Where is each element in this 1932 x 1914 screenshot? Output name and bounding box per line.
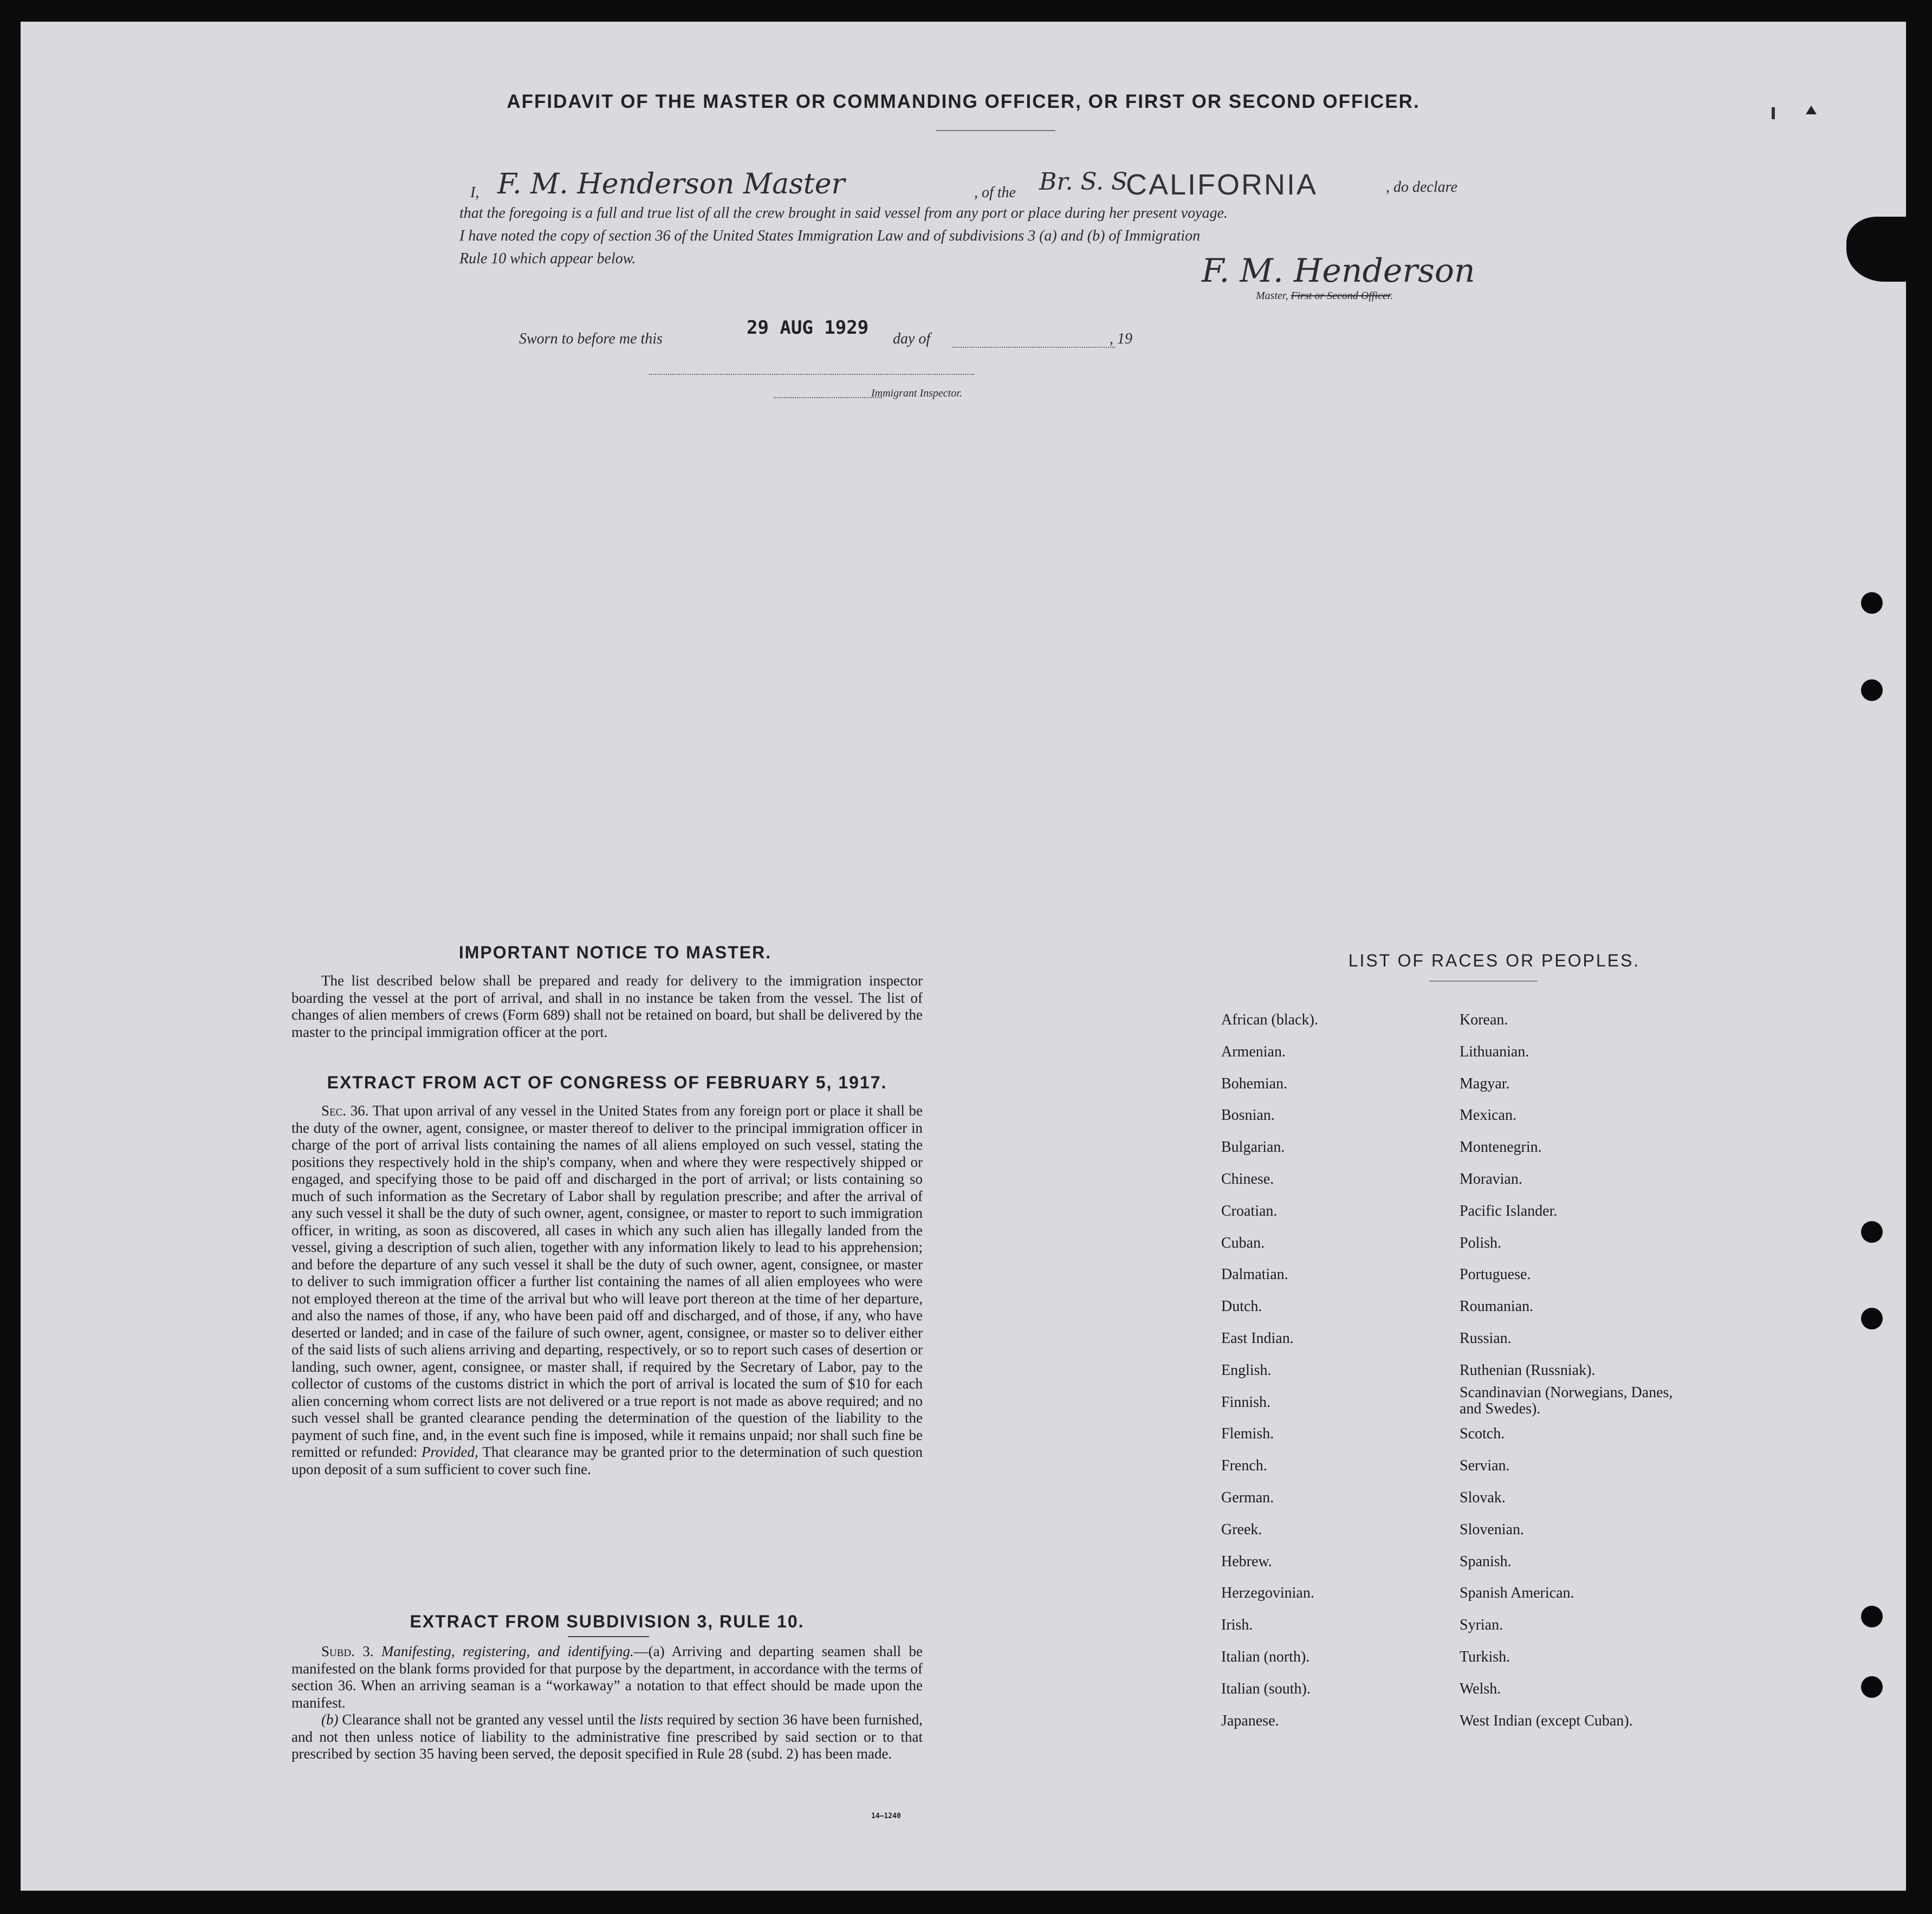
section-label: Sec. 36. [321, 1102, 369, 1119]
race-item: African (black). [1221, 1011, 1318, 1028]
race-item: French. [1221, 1457, 1267, 1475]
provided-word: Provided, [422, 1444, 478, 1460]
declaration-line-2: that the foregoing is a full and true list of all the crew brought in said vessel from any port or place during her present voyage. [459, 205, 1228, 222]
race-item: Slovenian. [1460, 1521, 1524, 1538]
notice-title: IMPORTANT NOTICE TO MASTER. [458, 943, 772, 962]
master-signature: F. M. Henderson [1202, 252, 1475, 290]
form-page [21, 22, 1906, 1891]
extract-rule-title: EXTRACT FROM SUBDIVISION 3, RULE 10. [410, 1612, 805, 1631]
part-b-post: required by section 36 have been furnished, and not then unless notice of liability to the administrative fine prescribed by said section or to that prescribed by section 35 having been served, the deposit specified in Rule 28 (subd. 2) has been made. [291, 1711, 923, 1762]
race-item: Japanese. [1221, 1712, 1279, 1729]
torn-edge-blot [1846, 217, 1906, 282]
day-of-text: day of [893, 330, 931, 347]
race-item: German. [1221, 1489, 1274, 1506]
vessel-name: CALIFORNIA [1126, 168, 1318, 201]
race-item: Magyar. [1460, 1075, 1510, 1092]
race-item: Croatian. [1221, 1202, 1278, 1219]
binder-hole [1861, 1221, 1883, 1243]
race-item: Cuban. [1221, 1234, 1265, 1251]
race-item: Chinese. [1221, 1171, 1274, 1188]
do-declare-text: , do declare [1386, 179, 1457, 196]
race-item: Russian. [1460, 1330, 1512, 1347]
race-item: Bohemian. [1221, 1075, 1288, 1092]
subd-label: Subd. 3. [321, 1643, 374, 1659]
section-text: That upon arrival of any vessel in the United States from any foreign port or place it shall be the duty of the owner, agent, consignee, or master thereof to deliver to the principal immigration officer in charge of the port of arrival lists containing the names of all aliens employed on such vessel, stating the positions they respectively hold in the ship's company, when and where they were respectively shipped or engaged, and specifying those to be paid off and discharged in the port of arrival; or lists containing so much of such information as the Secretary of Labor shall by regulation prescribe; and after the arrival of any such vessel it shall be the duty of such owner, agent, consignee, or master to report to such immigration officer, in writing, as soon as discovered, all cases in which any such alien has illegally landed from the vessel, giving a description of such alien, together with any information likely to lead to his apprehension; and before the departure of any such vessel it shall be the duty of such owner, agent, consignee, or master to deliver to such immigration officer a further list containing the names of all alien employees who were not employed thereon at the time of the arrival but who will leave port thereon at the time of her departure, and also the names of those, if any, who have been paid off and discharged, and of those, if any, who have deserted or landed; and in case of the failure of such owner, agent, consignee, or master so to deliver either of the said lists of such aliens arriving and departing, respectively, or so to report such cases of desertion or landing, such owner, agent, consignee, or master shall, if required by the Secretary of Labor, pay to the collector of customs of the customs district in which the port of arrival is located the sum of $10 for each alien concerning whom correct lists are not delivered or a true report is not made as above required; and no such vessel shall be granted clearance pending the determination of the question of the liability to the payment of such fine, and, in the event such fine is imposed, while it remains unpaid; nor shall such fine be remitted or refunded: [291, 1102, 923, 1460]
race-item: Syrian. [1460, 1617, 1503, 1634]
race-item: Irish. [1221, 1617, 1253, 1634]
affidavit-title: AFFIDAVIT OF THE MASTER OR COMMANDING OFFICER, OR FIRST OR SECOND OFFICER. [507, 91, 1420, 112]
extract-act-title: EXTRACT FROM ACT OF CONGRESS OF FEBRUARY 5, 1917. [327, 1073, 887, 1092]
signature-caption [1256, 290, 1393, 302]
race-item: Spanish. [1460, 1553, 1512, 1570]
races-title: LIST OF RACES OR PEOPLES. [1348, 951, 1641, 970]
signature-caption-struck: First or Second Officer [1291, 290, 1391, 302]
race-item: Armenian. [1221, 1043, 1286, 1060]
date-stamp: 29 AUG 1929 [747, 317, 869, 339]
part-b-italic: lists [639, 1711, 663, 1728]
race-item: Greek. [1221, 1521, 1262, 1538]
race-item: Flemish. [1221, 1425, 1274, 1443]
subdivision-b-paragraph [291, 1711, 923, 1763]
binder-hole [1861, 1606, 1883, 1627]
race-item: Dutch. [1221, 1298, 1262, 1315]
inspector-signature-line [649, 374, 974, 375]
race-item: Moravian. [1460, 1171, 1522, 1188]
race-item: Bulgarian. [1221, 1139, 1285, 1156]
race-item: East Indian. [1221, 1330, 1294, 1347]
race-item: Hebrew. [1221, 1553, 1272, 1570]
edge-triangle-mark [1806, 106, 1817, 114]
signature-caption-master: Master, [1256, 290, 1288, 302]
races-title-rule [1429, 981, 1538, 982]
binder-hole [1861, 1676, 1883, 1698]
day-of-blank [952, 347, 1115, 348]
form-number: 14—1240 [871, 1812, 901, 1820]
race-item: Finnish. [1221, 1393, 1271, 1411]
race-item: Spanish American. [1460, 1585, 1574, 1602]
race-item: Polish. [1460, 1234, 1502, 1251]
race-item: Korean. [1460, 1011, 1508, 1028]
part-b-label: (b) [321, 1711, 339, 1728]
declaration-prefix: I, [470, 184, 479, 201]
part-b-pre: Clearance shall not be granted any vessel until the [342, 1711, 636, 1728]
vessel-prefix-handwritten: Br. S. S [1039, 168, 1128, 196]
race-item: Scotch. [1460, 1425, 1505, 1443]
year-prefix: , 19 [1110, 330, 1132, 347]
inspector-dotted-lead [774, 397, 882, 398]
signature-caption-end: . [1390, 290, 1393, 302]
race-item: West Indian (except Cuban). [1460, 1712, 1633, 1729]
binder-hole [1861, 1308, 1883, 1329]
title-rule [936, 130, 1055, 131]
race-item: Herzegovinian. [1221, 1585, 1314, 1602]
notice-paragraph: The list described below shall be prepared and ready for delivery to the immigration inspector boarding the vessel at the port of arrival, and shall in no instance be taken from the vessel. The list of changes of alien members of crews (Form 689) shall not be retained on board, but shall be delivered by the master to the principal immigration officer at the port. [291, 972, 923, 1040]
subdivision-a-paragraph [291, 1643, 923, 1711]
edge-mark [1772, 107, 1775, 119]
inspector-caption: Immigrant Inspector. [871, 387, 962, 399]
race-item: Portuguese. [1460, 1266, 1531, 1283]
part-a-text: —(a) Arriving and departing seamen shall be manifested on the blank forms provided for that purpose by the department, in accordance with the terms of section 36. When an arriving seaman is a “workaway” a notation to that effect should be made upon the manifest. [291, 1643, 923, 1711]
declaration-line-3: I have noted the copy of section 36 of the United States Immigration Law and of subdivisions 3 (a) and (b) of Immigration [459, 228, 1201, 244]
race-item: Mexican. [1460, 1107, 1516, 1124]
section-36-paragraph [291, 1102, 923, 1478]
race-item: Ruthenian (Russniak). [1460, 1361, 1596, 1379]
race-item: English. [1221, 1361, 1272, 1379]
notice-body [291, 972, 923, 1041]
binder-hole [1861, 592, 1883, 614]
race-item: Servian. [1460, 1457, 1510, 1475]
race-item: Slovak. [1460, 1489, 1506, 1506]
race-item: Turkish. [1460, 1649, 1510, 1665]
race-item: Montenegrin. [1460, 1139, 1542, 1156]
extract-rule-underline [568, 1636, 649, 1637]
extract-rule-body [291, 1643, 923, 1763]
race-item: Roumanian. [1460, 1298, 1534, 1315]
race-item: Italian (north). [1221, 1649, 1310, 1665]
declaration-line-4: Rule 10 which appear below. [459, 250, 636, 267]
race-item: Italian (south). [1221, 1680, 1311, 1697]
sworn-text: Sworn to before me this [519, 330, 663, 347]
race-item: Dalmatian. [1221, 1266, 1288, 1283]
master-name-handwritten: F. M. Henderson Master [497, 168, 845, 200]
race-item: Bosnian. [1221, 1107, 1275, 1124]
subd-heading: Manifesting, registering, and identifying. [381, 1643, 634, 1659]
race-item: Lithuanian. [1460, 1043, 1529, 1060]
section-tail: That clearance may be granted prior to the determination of such question upon deposit of a sum sufficient to cover such fine. [291, 1444, 923, 1477]
race-item: Welsh. [1460, 1680, 1501, 1697]
of-the-text: , of the [974, 184, 1016, 201]
binder-hole [1861, 679, 1883, 701]
race-item: Pacific Islander. [1460, 1202, 1558, 1219]
race-item: Scandinavian (Norwegians, Danes, and Swedes). [1460, 1384, 1673, 1417]
extract-act-body [291, 1102, 923, 1478]
